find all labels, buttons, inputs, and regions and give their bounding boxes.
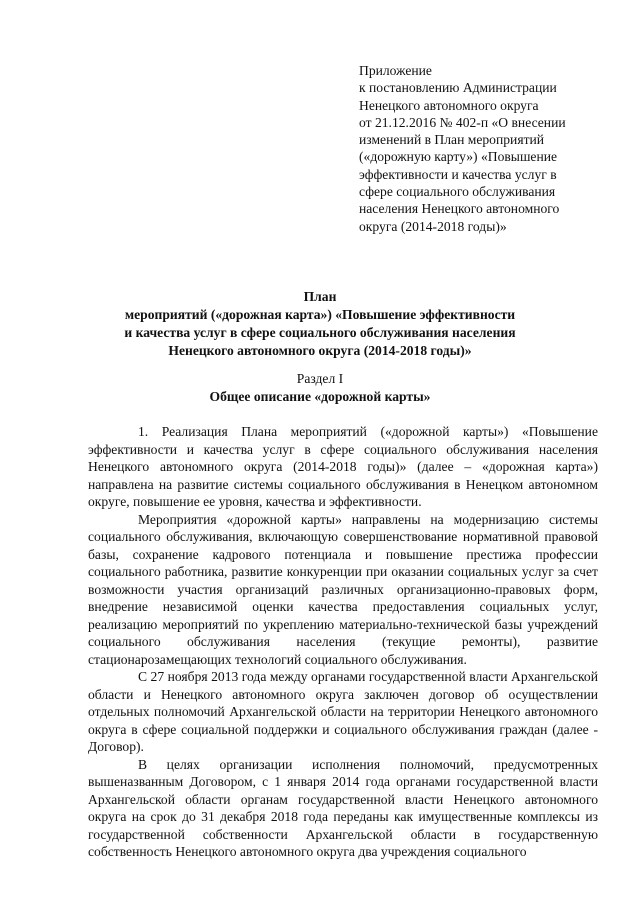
appendix-line: Ненецкого автономного округа bbox=[359, 97, 539, 113]
appendix-line: сфере социального обслуживания bbox=[359, 184, 556, 200]
paragraph-2: Мероприятия «дорожной карты» направлены на модернизацию системы социального обслуживания, включающую совершенствование нормативной правовой базы, сохранение кадрового потенциала и повышение престижа профессии социального работника, развитие конкуренции при оказании социальных услуг за счет возможности участия организаций различных организационно-правовых форм, внедрение независимой оценки качества предоставления социальных услуг, реализацию мероприятий по укреплению материально-технической базы учреждений социального обслуживания населения (текущие ремонты), развитие стационарозамещающих технологий социального обслуживания. bbox=[88, 511, 598, 667]
appendix-line: изменений в План мероприятий bbox=[359, 132, 545, 148]
paragraph-3: С 27 ноября 2013 года между органами государственной власти Архангельской области и Ненецкого автономного округа заключен договор об осуществлении отдельных полномочий Архангельской области на территории Ненецкого автономного округа в сфере социальной поддержки и социального обслуживания граждан (далее - Договор). bbox=[88, 669, 598, 754]
paragraph-4: В целях организации исполнения полномочий, предусмотренных вышеназванным Договором, с 1 января 2014 года органами государственной власти Архангельской области органам государственной власти Ненецкого автономного округа на срок до 31 декабря 2018 года переданы как имущественные комплексы из государственной собственности Архангельской области в государственную собственность Ненецкого автономного округа два учреждения социального bbox=[88, 756, 598, 859]
appendix-line: эффективности и качества услуг в bbox=[359, 166, 557, 182]
appendix-line: к постановлению Администрации bbox=[359, 80, 557, 96]
body-text bbox=[88, 423, 598, 861]
appendix-line: населения Ненецкого автономного bbox=[359, 201, 560, 217]
appendix-block bbox=[359, 62, 609, 235]
plan-subtitle-line-3: Ненецкого автономного округа (2014-2018 годы)» bbox=[168, 343, 472, 358]
appendix-line: («дорожную карту») «Повышение bbox=[359, 149, 558, 165]
paragraph-1: 1. Реализация Плана мероприятий («дорожной карты») «Повышение эффективности и качества услуг в сфере социального обслуживания населения Ненецкого автономного округа (2014-2018 годы)» (далее – «дорожная карта») направлена на развитие системы социального обслуживания в Ненецком автономном округе, повышение ее уровня, качества и эффективности. bbox=[88, 424, 598, 509]
plan-subtitle-line-2: и качества услуг в сфере социального обслуживания населения bbox=[124, 325, 516, 340]
section-title: Общее описание «дорожной карты» bbox=[209, 389, 431, 404]
appendix-line: округа (2014-2018 годы)» bbox=[359, 218, 507, 234]
plan-title: План bbox=[303, 289, 337, 304]
plan-subtitle-line-1: мероприятий («дорожная карта») «Повышение эффективности bbox=[124, 307, 516, 322]
section-number: Раздел I bbox=[296, 371, 344, 386]
appendix-line: Приложение bbox=[359, 63, 432, 78]
appendix-line: от 21.12.2016 № 402-п «О внесении bbox=[359, 114, 566, 130]
